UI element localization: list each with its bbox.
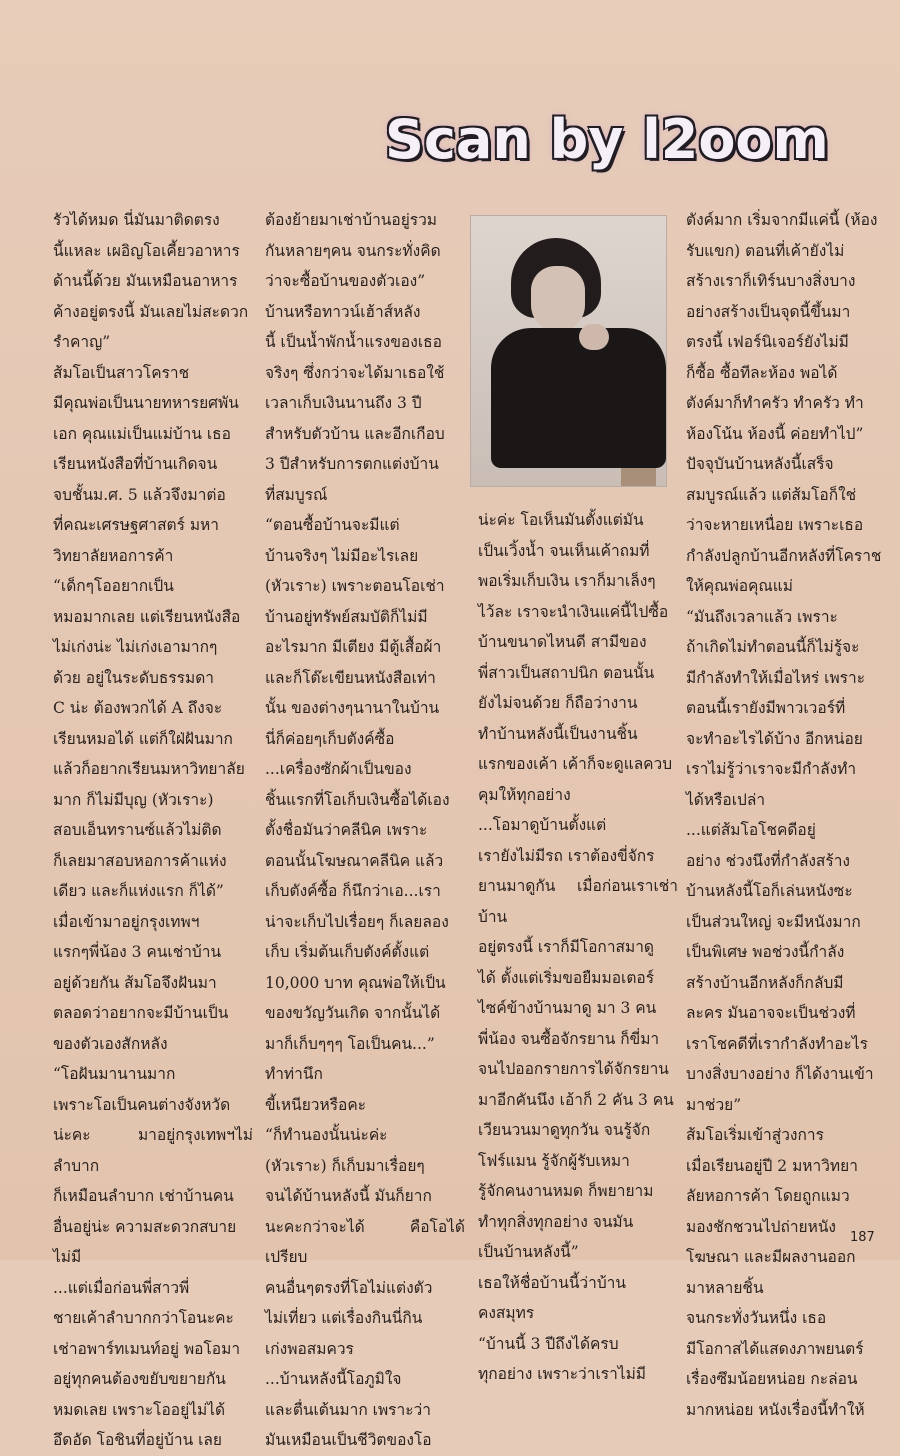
scan-watermark: Scan by l2oom — [385, 108, 829, 171]
photo-face — [531, 266, 585, 332]
text-column-1: รัวได้หมด นี่มันมาติดตรง นี้แหละ เผอิญโอเคี้ยวอาหาร ด้านนี้ด้วย มันเหมือนอาหาร ค้างอยู่ตรงนี้ มันเลยไม่สะดวก รำคาญ” ส้มโอเป็นสาวโคราช มีคุณพ่อเป็นนายทหารยศพัน เอก คุณแม่เป็นแม่บ้าน เธอ เรียนหนังสือที่บ้านเกิดจน จบชั้นม.ศ. 5 แล้วจึงมาต่อ ที่คณะเศรษฐศาสตร์ มหา วิทยาลัยหอการค้า “เด็กๆโออยากเป็น หมอมากเลย แต่เรียนหนังสือ ไม่เก่งน่ะ ไม่เก่งเอามากๆ ด้วย อยู่ในระดับธรรมดา C น่ะ ต้องพวกได้ A ถึงจะ เรียนหมอได้ แต่ก็ใฝ่ฝันมาก แล้วก็อยากเรียนมหาวิทยาลัย มาก ก็ไม่มีบุญ (หัวเราะ) สอบเอ็นทรานซ์แล้วไม่ติด ก็เลยมาสอบหอการค้าแห่ง เดียว และก็แห่งแรก ก็ได้” เมื่อเข้ามาอยู่กรุงเทพฯ แรกๆพี่น้อง 3 คนเช่าบ้าน อยู่ด้วยกัน ส้มโอจึงฝันมา ตลอดว่าอยากจะมีบ้านเป็น ของตัวเองสักหลัง “โอฝันมานานมาก เพราะโอเป็นคนต่างจังหวัด น่ะคะ มาอยู่กรุงเทพฯไม่ลำบาก ก็เหมือนลำบาก เช่าบ้านคน อื่นอยู่น่ะ ความสะดวกสบาย ไม่มี ...แต่เมื่อก่อนพี่สาวพี่ ชายเค้าลำบากกว่าโอนะคะ เช่าอพาร์ทเมนท์อยู่ พอโอมา อยู่ทุกคนต้องขยับขยายกัน หมดเลย เพราะโออยู่ไม่ได้ อึดอัด โอชินที่อยู่บ้าน เลย — [53, 211, 253, 1449]
photo-hand — [579, 324, 609, 350]
photo-body — [491, 328, 666, 468]
text-column-3: น่ะค่ะ โอเห็นมันตั้งแต่มัน เป็นเวิ้งน้ำ จนเห็นเค้าถมที่ พอเริ่มเก็บเงิน เราก็มาเล็งๆ ไว้ละ เราจะนำเงินแค่นี้ไปซื้อ บ้านขนาดไหนดี สามีของ พี่สาวเป็นสถาปนิก ตอนนั้น ยังไม่จนด้วย ก็ถือว่างาน ทำบ้านหลังนี้เป็นงานชิ้น แรกของเค้า เค้าก็จะดูแลควบ คุมให้ทุกอย่าง ...โอมาดูบ้านตั้งแต่ เรายังไม่มีรถ เราต้องขี่จักร ยานมาดูกัน เมื่อก่อนเราเช่าบ้าน อยู่ตรงนี้ เราก็มีโอกาสมาดู ได้ ตั้งแต่เริ่มขอยืมมอเตอร์ ไซค์ข้างบ้านมาดู มา 3 คน พี่น้อง จนซื้อจักรยาน ก็ขี่มา จนไปออกรายการได้จักรยาน มาอีกคันนึง เอ้าก็ 2 คัน 3 คน เวียนวนมาดูทุกวัน จนรู้จัก โฟร์แมน รู้จักผู้รับเหมา รู้จักคนงานหมด ก็พยายาม ทำทุกสิ่งทุกอย่าง จนมัน เป็นบ้านหลังนี้” เธอให้ชื่อบ้านนี้ว่าบ้าน คงสมุทร “บ้านนี้ 3 ปีถึงได้ครบ ทุกอย่าง เพราะว่าเราไม่มี — [478, 511, 678, 1383]
page-number: 187 — [850, 1230, 875, 1245]
portrait-photo — [470, 215, 667, 487]
text-column-2: ต้องย้ายมาเช่าบ้านอยู่รวม กันหลายๆคน จนกระทั่งคิด ว่าจะซื้อบ้านของตัวเอง” บ้านหรือทาวน์เฮ้าส์หลัง นี้ เป็นน้ำพักน้ำแรงของเธอ จริงๆ ซึ่งกว่าจะได้มาเธอใช้ เวลาเก็บเงินนานถึง 3 ปี สำหรับตัวบ้าน และอีกเกือบ 3 ปีสำหรับการตกแต่งบ้าน ที่สมบูรณ์ “ตอนซื้อบ้านจะมีแต่ บ้านจริงๆ ไม่มีอะไรเลย (หัวเราะ) เพราะตอนโอเช่า บ้านอยู่ทรัพย์สมบัติก็ไม่มี อะไรมาก มีเตียง มีตู้เสื้อผ้า และก็โต๊ะเขียนหนังสือเท่า นั้น ของต่างๆนานาในบ้าน นี่ก็ค่อยๆเก็บตังค์ซื้อ ...เครื่องซักผ้าเป็นของ ชิ้นแรกที่โอเก็บเงินซื้อได้เอง ตั้งชื่อมันว่าคลีนิค เพราะ ตอนนั้นโฆษณาคลีนิค แล้ว เก็บตังค์ซื้อ ก็นึกว่าเอ...เรา น่าจะเก็บไปเรื่อยๆ ก็เลยลอง เก็บ เริ่มต้นเก็บตังค์ตั้งแต่ 10,000 บาท คุณพ่อให้เป็น ของขวัญวันเกิด จากนั้นได้ มาก็เก็บๆๆๆ โอเป็นคน...” ทำท่านึก ขี้เหนียวหรือคะ “ก็ทำนองนั้นน่ะค่ะ (หัวเราะ) ก็เก็บมาเรื่อยๆ จนได้บ้านหลังนี้ มันก็ยาก นะคะกว่าจะได้ คือโอได้เปรียบ คนอื่นๆตรงที่โอไม่แต่งตัว ไม่เที่ยว แต่เรื่องกินนี่กิน เก่งพอสมควร ...บ้านหลังนี้โอภูมิใจ และตื่นเต้นมาก เพราะว่า มันเหมือนเป็นชีวิตของโอ — [265, 211, 465, 1449]
text-column-4: ตังค์มาก เริ่มจากมีแค่นี้ (ห้อง รับแขก) ตอนที่เค้ายังไม่ สร้างเราก็เทิร์นบางสิ่งบาง อย่างสร้างเป็นจุดนี้ขึ้นมา ตรงนี้ เฟอร์นิเจอร์ยังไม่มี ก็ซื้อ ซื้อทีละห้อง พอได้ ตังค์มาก็ทำครัว ทำครัว ทำ ห้องโน้น ห้องนี้ ค่อยทำไป” ปัจจุบันบ้านหลังนี้เสร็จ สมบูรณ์แล้ว แต่ส้มโอก็ใช่ ว่าจะหายเหนื่อย เพราะเธอ กำลังปลูกบ้านอีกหลังที่โคราช ให้คุณพ่อคุณแม่ “มันถึงเวลาแล้ว เพราะ ถ้าเกิดไม่ทำตอนนี้ก็ไม่รู้จะ มีกำลังทำให้เมื่อไหร่ เพราะ ตอนนี้เรายังมีพาวเวอร์ที่ จะทำอะไรได้บ้าง อีกหน่อย เราไม่รู้ว่าเราจะมีกำลังทำ ได้หรือเปล่า ...แต่ส้มโอโชคดีอยู่ อย่าง ช่วงนึงที่กำลังสร้าง บ้านหลังนี้โอก็เล่นหนังซะ เป็นส่วนใหญ่ จะมีหนังมาก เป็นพิเศษ พอช่วงนี้กำลัง สร้างบ้านอีกหลังก็กลับมี ละคร มันอาจจะเป็นช่วงที่ เราโชคดีที่เรากำลังทำอะไร บางสิ่งบางอย่าง ก็ได้งานเข้า มาช่วย” ส้มโอเริ่มเข้าสู่วงการ เมื่อเรียนอยู่ปี 2 มหาวิทยา ลัยหอการค้า โดยถูกแมว มองชักชวนไปถ่ายหนัง โฆษณา และมีผลงานออก มาหลายชิ้น จนกระทั่งวันหนึ่ง เธอ มีโอกาสได้แสดงภาพยนตร์ เรื่องซึมน้อยหน่อย กะล่อน มากหน่อย หนังเรื่องนี้ทำให้ — [686, 211, 882, 1419]
